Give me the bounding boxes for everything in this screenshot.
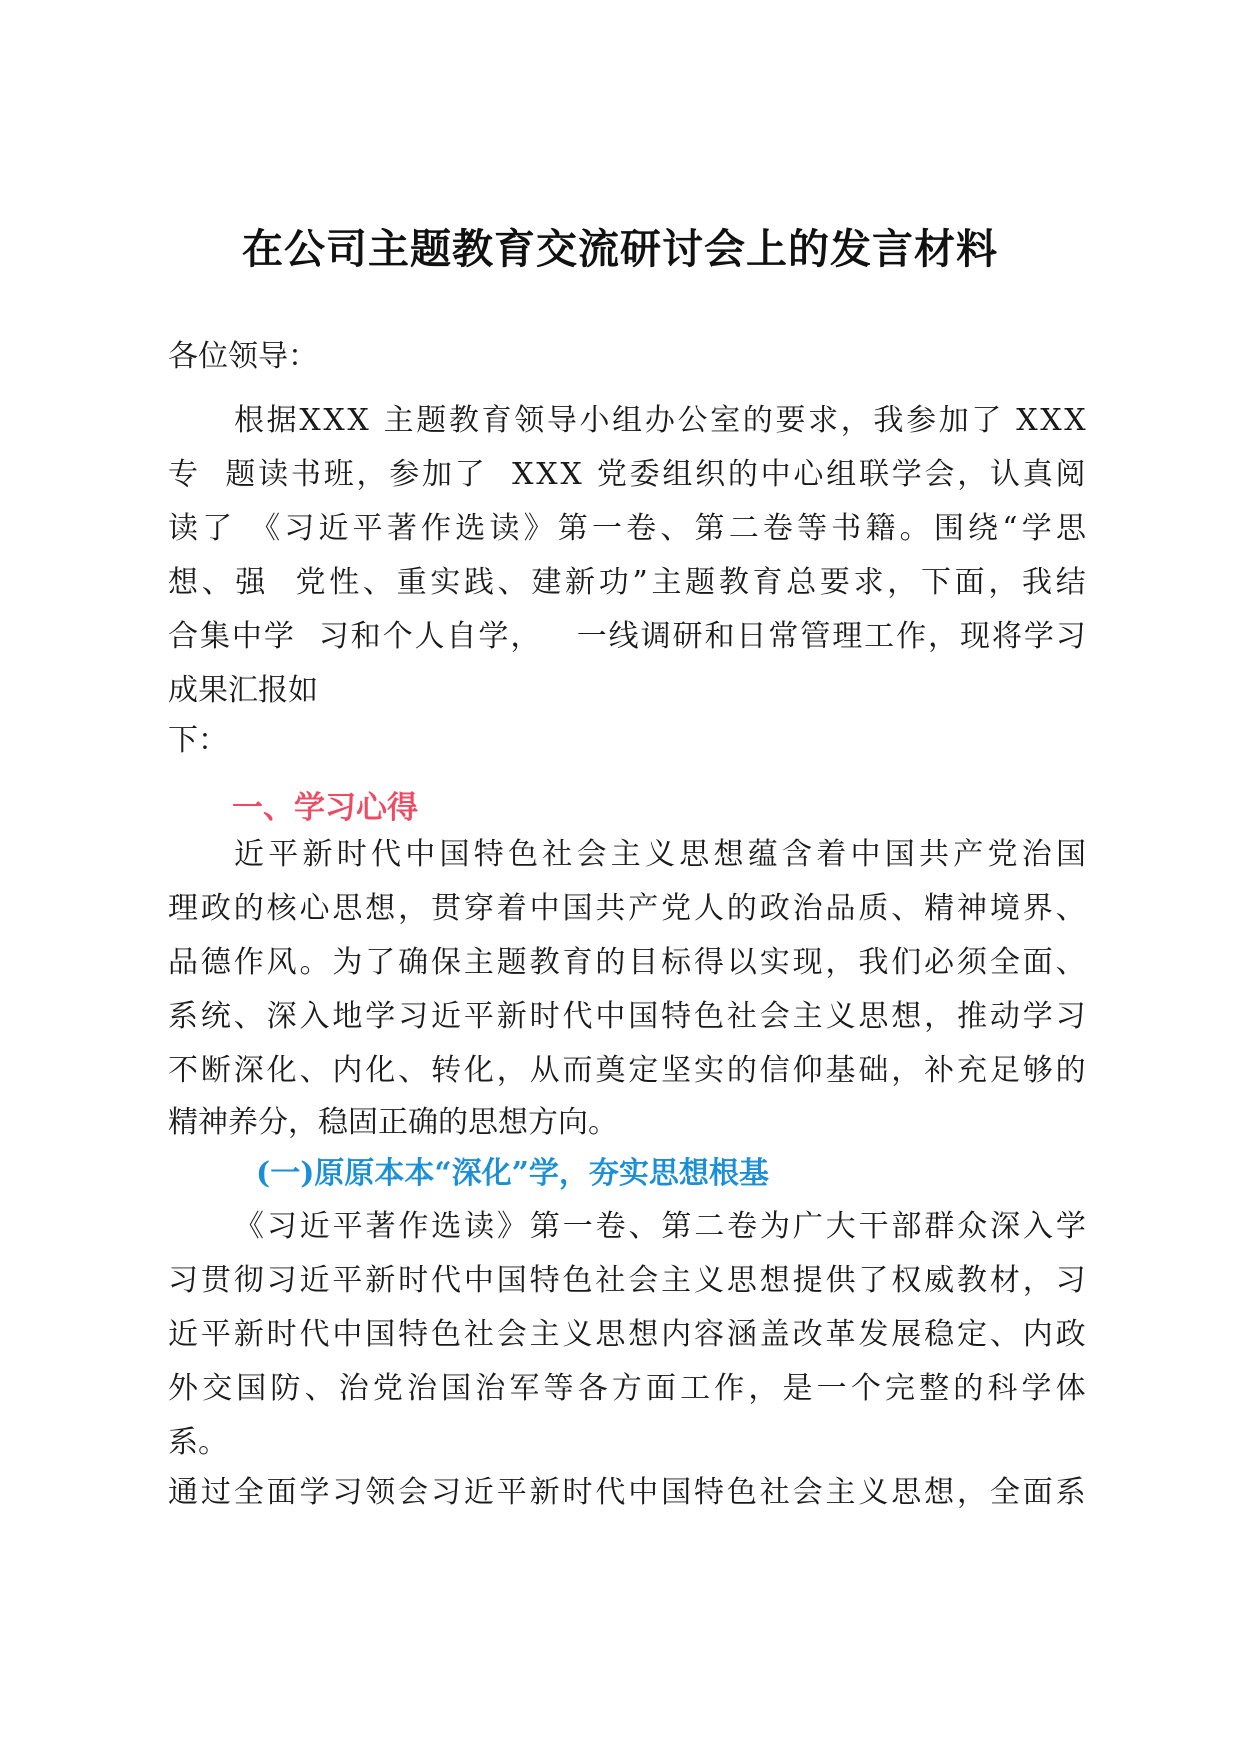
subsection1-line-4: 外 交 国 防 、 治 党 治 国 治 军 等 各 方 面 工 作 ， 是 一 个 完 整 的 科 学 体	[168, 1371, 1086, 1406]
section1-line-1: 近 平 新 时 代 中 国 特 色 社 会 主 义 思 想 蕴 含 着 中 国 共 产 党 治 国	[234, 837, 1086, 872]
intro-line-2: 专 题 读 书 班 ， 参 加 了 X X X 党 委 组 织 的 中 心 组 联 学 会 ， 认 真 阅	[168, 457, 1086, 492]
intro-line-6: 成果汇报如	[168, 673, 318, 708]
intro-line-1: 根 据 X X X 主 题 教 育 领 导 小 组 办 公 室 的 要 求 ， 我 参 加 了 X X X	[234, 403, 1086, 438]
subsection1-line-5: 系。	[168, 1425, 228, 1460]
section1-line-3: 品 德 作 风 。 为 了 确 保 主 题 教 育 的 目 标 得 以 实 现 ， 我 们 必 须 全 面 、	[168, 945, 1086, 980]
subsection1-line-3: 近 平 新 时 代 中 国 特 色 社 会 主 义 思 想 内 容 涵 盖 改 革 发 展 稳 定 、 内 政	[168, 1317, 1086, 1352]
section1-line-2: 理 政 的 核 心 思 想 ， 贯 穿 着 中 国 共 产 党 人 的 政 治 品 质 、 精 神 境 界 、	[168, 891, 1086, 926]
section1-line-6: 精神养分，稳固正确的思想方向。	[168, 1105, 618, 1140]
section-heading-1: 一、学习心得	[232, 790, 418, 826]
intro-line-3: 读 了 《 习 近 平 著 作 选 读 》 第 一 卷 、 第 二 卷 等 书 籍 。 围 绕 “ 学 思	[168, 511, 1086, 546]
intro-line-4: 想 、 强 党 性 、 重 实 践 、 建 新 功 ” 主 题 教 育 总 要 求 ， 下 面 ， 我 结	[168, 565, 1086, 600]
subsection1-line-6: 通 过 全 面 学 习 领 会 习 近 平 新 时 代 中 国 特 色 社 会 主 义 思 想 ， 全 面 系	[168, 1475, 1086, 1510]
subsection1-line-1: 《 习 近 平 著 作 选 读 》 第 一 卷 、 第 二 卷 为 广 大 干 部 群 众 深 入 学	[234, 1209, 1086, 1244]
salutation: 各位领导：	[168, 339, 318, 374]
section1-line-5: 不 断 深 化 、 内 化 、 转 化 ， 从 而 奠 定 坚 实 的 信 仰 基 础 ， 补 充 足 够 的	[168, 1053, 1086, 1088]
document-title: 在公司主题教育交流研讨会上的发言材料	[242, 225, 998, 273]
section1-line-4: 系 统 、 深 入 地 学 习 近 平 新 时 代 中 国 特 色 社 会 主 义 思 想 ， 推 动 学 习	[168, 999, 1086, 1034]
intro-line-7: 下：	[168, 723, 228, 758]
intro-line-5: 合 集 中 学 习 和 个 人 自 学 ， 一 线 调 研 和 日 常 管 理 工 作 ， 现 将 学 习	[168, 619, 1086, 654]
subsection1-line-2: 习 贯 彻 习 近 平 新 时 代 中 国 特 色 社 会 主 义 思 想 提 供 了 权 威 教 材 ， 习	[168, 1263, 1086, 1298]
subsection-heading-1: (一)原原本本“深化”学，夯实思想根基	[256, 1156, 769, 1191]
